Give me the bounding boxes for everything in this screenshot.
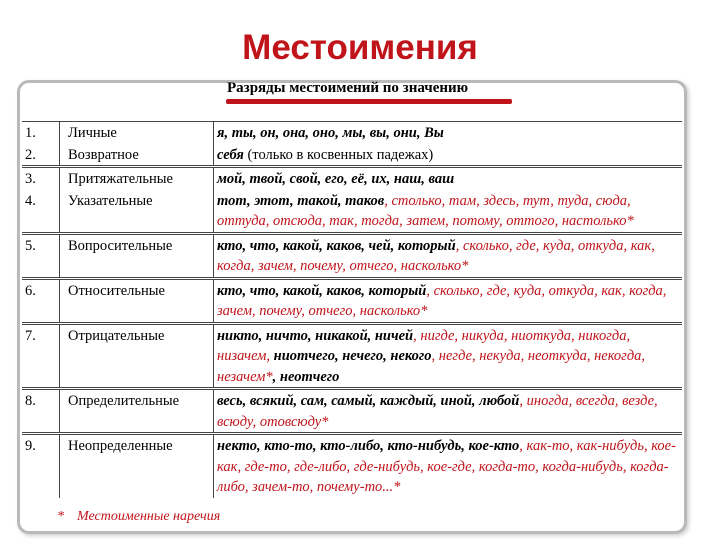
row-number: 7. [22,323,60,389]
table-row [22,434,682,498]
table-subtitle: Разряды местоимений по значению [227,80,469,96]
examples-main: , неотчего [272,368,340,385]
examples-adverbs: , как-то, как-нибудь, кое-как, где-то, где-либо, где-нибудь, кое-где, когда-то, когда-нибудь, когда-либо, зачем-то, почему-то...* [217,438,676,495]
examples-adverbs: , сколько, где, куда, откуда, как, когда, зачем, почему, отчего, насколько* [217,282,667,319]
examples-adverbs: , сколько, где, куда, откуда, как, когда, зачем, почему, отчего, насколько* [217,237,655,274]
table-row [22,122,682,144]
row-examples [214,233,683,278]
row-examples: я, ты, он, она, оно, мы, вы, они, Вы [214,122,683,144]
examples-adverbs: , столько, там, здесь, тут, туда, сюда, оттуда, отсюда, так, тогда, затем, потому, оттого, настолько* [217,192,634,229]
examples-main: кто, что, какой, каков, чей, который [217,237,456,254]
examples-adverbs: , нигде, никуда, ниоткуда, никогда, низачем, [217,327,631,364]
examples-main: тот, этот, такой, таков [217,192,385,209]
row-category: Возвратное [60,144,214,167]
table-row [22,389,682,434]
row-number: 8. [22,389,60,434]
row-number: 3. [22,167,60,190]
row-category: Определительные [60,389,214,434]
row-examples [214,323,683,389]
row-category: Относительные [60,278,214,323]
examples-main: себя [217,146,244,163]
examples-main: ниотчего, нечего, некого [273,348,432,364]
row-number: 4. [25,192,36,209]
row-examples [214,190,683,234]
row-number: 1. [22,122,60,144]
row-number: 6. [22,278,60,323]
footnote-text: Местоименные наречия [77,509,221,524]
row-category: Указательные [60,190,214,234]
row-examples [214,278,683,323]
examples-note: (только в косвенных падежах) [243,146,434,163]
subtitle-underline [226,99,512,104]
examples-main: весь, всякий, сам, самый, каждый, иной, любой [217,393,520,409]
table-row [22,233,682,278]
row-category: Личные [60,122,214,144]
row-number: 9. [22,434,60,498]
examples-main: никто, ничто, никакой, ничей [217,327,414,344]
row-category: Вопросительные [60,233,214,278]
table-row [22,323,682,389]
table-row [22,278,682,323]
row-examples: мой, твой, свой, его, её, их, наш, ваш [214,167,683,190]
row-examples [214,144,683,167]
slide-title: Местоимения [242,28,478,67]
footnote [57,509,220,525]
row-examples [214,389,683,434]
footnote-mark: * [57,509,64,524]
table-row [22,167,682,190]
examples-main: кто, что, какой, каков, который [217,282,427,299]
row-number: 5. [22,233,60,278]
row-category: Неопределенные [60,434,214,498]
table-row [22,144,682,167]
examples-main: некто, кто-то, кто-либо, кто-нибудь, кое-кто [217,438,520,454]
examples-adverbs: , негде, некуда, неоткуда, некогда, незачем* [217,348,646,385]
row-category: Притяжательные [60,167,214,190]
examples-adverbs: , иногда, всегда, везде, всюду, отовсюду* [217,393,658,430]
row-examples [214,434,683,498]
table-row [22,190,682,234]
row-number: 2. [25,146,36,163]
row-category: Отрицательные [60,323,214,389]
pronoun-table [22,121,682,498]
